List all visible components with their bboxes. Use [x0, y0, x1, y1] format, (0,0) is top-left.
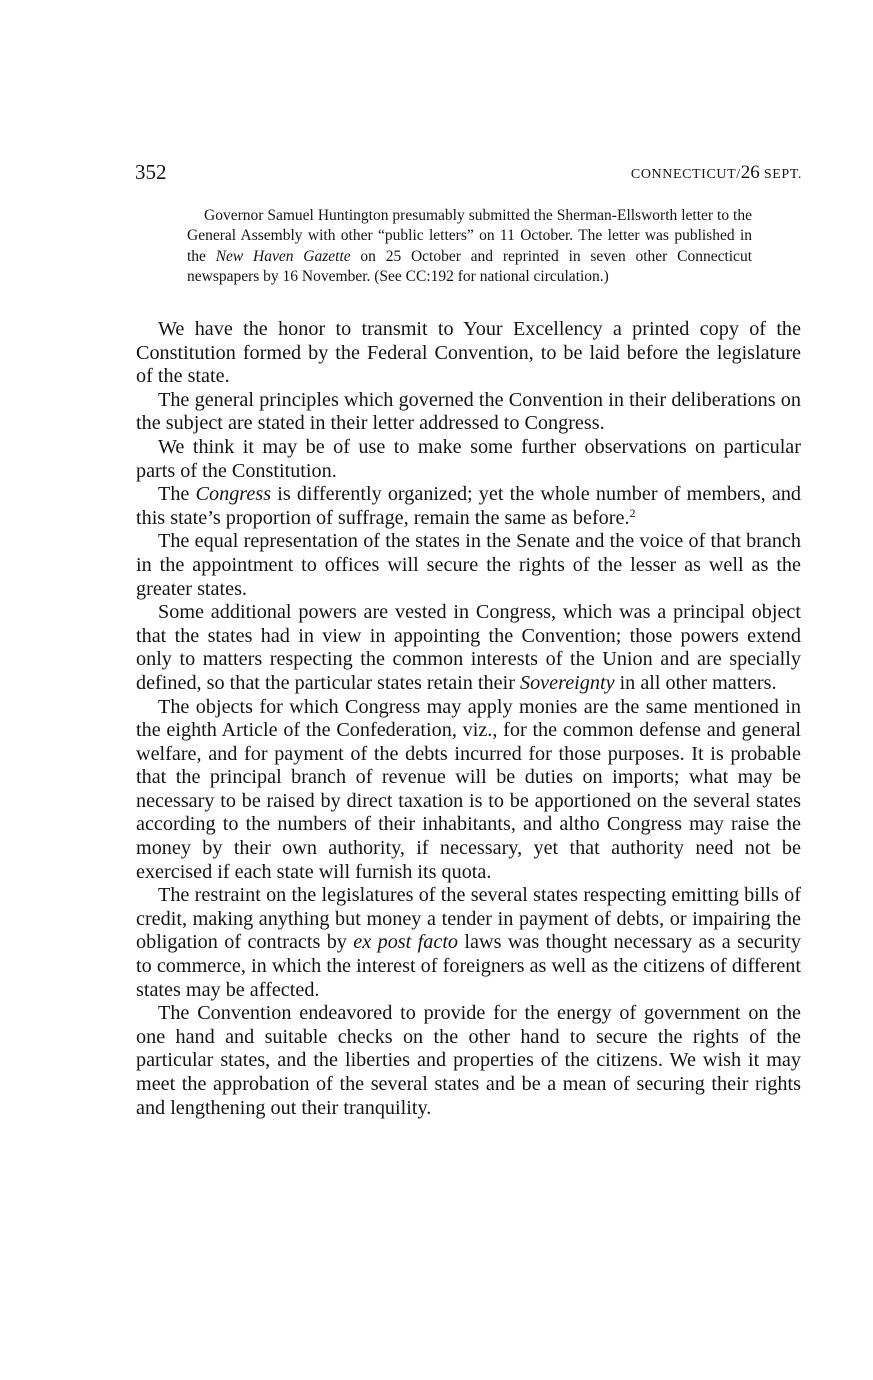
- letter-paragraph-5: The equal representation of the states in the Senate and the voice of that branch in the appointment to offices will secure the rights of the lesser as well as the greater states.: [136, 530, 801, 600]
- headnote-text-start: Governor Samuel Huntington presumably submitted the Sherman-Ellsworth letter to the General Assembly with other “public letters” on 11 October. The letter was published in the: [187, 207, 752, 265]
- letter-paragraph-7: The objects for which Congress may apply monies are the same mentioned in the eighth Article of the Confederation, viz., for the common defense and general welfare, and for payment of the debts incurred for those purposes. It is probable that the principal branch of revenue will be duties on imports; what may be necessary to be raised by direct taxation is to be apportioned on the several states according to the numbers of their inhabitants, and altho Congress may raise the money by their own authority, if necessary, yet that authority need not be exercised if each state will furnish its quota.: [136, 695, 801, 883]
- p4-text-start: The: [158, 483, 196, 506]
- p8-text-start: The restraint on the legislatures of the several states respecting emitting bills of credit, making anything but money a tender in payment of debts, or impairing the obligation of contracts by: [136, 884, 801, 954]
- letter-paragraph-4: [136, 483, 801, 530]
- p6-italic-sovereignty: Sovereignty: [519, 671, 615, 694]
- letter-paragraph-6: [136, 601, 801, 695]
- p8-italic-ex-post-facto: ex post facto: [353, 931, 459, 954]
- running-head-number: 26: [740, 162, 760, 183]
- running-head-suffix: SEPT.: [759, 167, 802, 182]
- footnote-reference: 2: [629, 505, 636, 520]
- editorial-headnote: [187, 206, 752, 288]
- p6-text-end: in all other matters.: [614, 671, 777, 694]
- letter-paragraph-3: We think it may be of use to make some further observations on particular parts of the Constitution.: [136, 435, 801, 482]
- headnote-newspaper-title: New Haven Gazette: [215, 247, 351, 265]
- running-head: [631, 163, 802, 185]
- letter-paragraph-8: [136, 884, 801, 1002]
- letter-body: [136, 318, 801, 1120]
- letter-paragraph-1: We have the honor to transmit to Your Excellency a printed copy of the Constitution formed by the Federal Convention, to be laid before the legislature of the state.: [136, 318, 801, 388]
- p4-italic-congress: Congress: [195, 483, 272, 506]
- running-head-prefix: CONNECTICUT/: [630, 167, 741, 182]
- letter-paragraph-9: The Convention endeavored to provide for the energy of government on the one hand and suitable checks on the other hand to secure the rights of the particular states, and the liberties and properties of the citizens. We wish it may meet the approbation of the several states and be a mean of securing their rights and lengthening out their tranquility.: [136, 1002, 801, 1119]
- p4-text-end: is differently organized; yet the whole number of members, and this state’s proportion of suffrage, remain the same as before.: [136, 483, 802, 529]
- headnote-text-end: on 25 October and reprinted in seven other Connecticut newspapers by 16 November. (See CC:192 for national circulation.): [187, 247, 752, 286]
- letter-paragraph-2: The general principles which governed the Convention in their deliberations on the subject are stated in their letter addressed to Congress.: [136, 388, 801, 435]
- p6-text-start: Some additional powers are vested in Congress, which was a principal object that the states had in view in appointing the Convention; those powers extend only to matters respecting the common interests of the Union and are specially defined, so that the particular states retain their: [136, 601, 801, 694]
- headnote-paragraph: [187, 206, 752, 288]
- p8-text-end: laws was thought necessary as a security to commerce, in which the interest of foreigners as well as the citizens of different states may be affected.: [136, 931, 801, 1001]
- page-number: 352: [135, 160, 167, 184]
